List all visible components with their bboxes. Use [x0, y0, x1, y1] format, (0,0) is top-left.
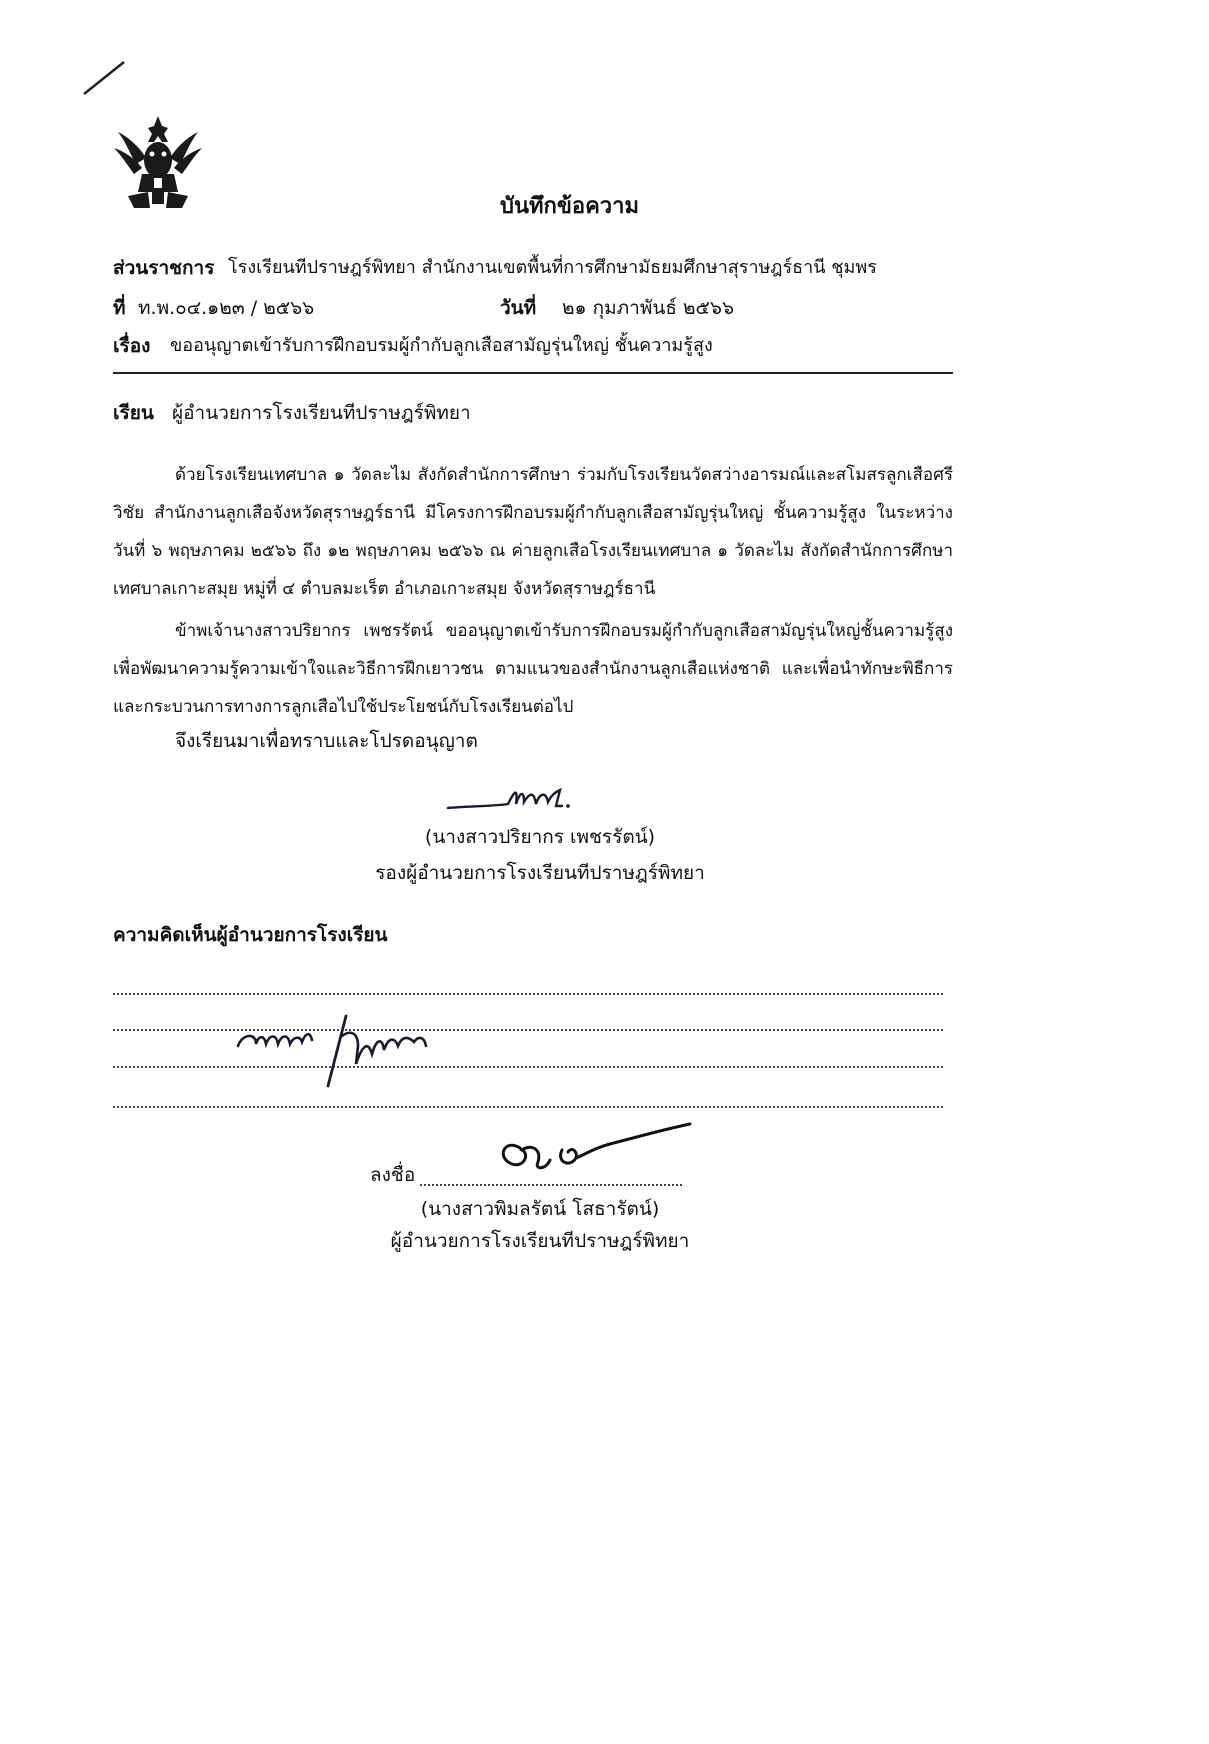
header-divider [113, 372, 953, 374]
agency-value: โรงเรียนทีปราษฎร์พิทยา สำนักงานเขตพื้นที่การศึกษามัธยมศึกษาสุราษฎร์ธานี ชุมพร [228, 257, 877, 278]
requester-position: รองผู้อำนวยการโรงเรียนทีปราษฎร์พิทยา [375, 862, 705, 884]
director-name: (นางสาวพิมลรัตน์ โสธารัตน์) [420, 1198, 660, 1220]
director-opinion-heading: ความคิดเห็นผู้อำนวยการโรงเรียน [113, 924, 388, 946]
memo-title: บันทึกข้อความ [500, 194, 640, 219]
subject-label: เรื่อง [113, 335, 151, 357]
to-value: ผู้อำนวยการโรงเรียนทีปราษฎร์พิทยา [172, 402, 471, 424]
opinion-line-4 [113, 1106, 943, 1108]
sign-line [420, 1184, 682, 1186]
pen-mark [80, 58, 130, 98]
date-value: ๒๑ กุมภาพันธ์ ๒๕๖๖ [562, 297, 735, 319]
ref-value: ท.พ.๐๔.๑๒๓ / ๒๕๖๖ [138, 297, 315, 319]
sign-label: ลงชื่อ [370, 1164, 416, 1186]
requester-name: (นางสาวปริยากร เพชรรัตน์) [424, 826, 656, 848]
handwritten-approval-note [232, 1006, 452, 1092]
opinion-line-1 [113, 993, 943, 995]
garuda-emblem-icon [112, 112, 204, 212]
body-paragraph-1: ด้วยโรงเรียนเทศบาล ๑ วัดละไม สังกัดสำนักการศึกษา ร่วมกับโรงเรียนวัดสว่างอารมณ์และสโมสรลูกเสือศรีวิชัย สำนักงานลูกเสือจังหวัดสุราษฎร์ธานี มีโครงการฝึกอบรมผู้กำกับลูกเสือสามัญรุ่นใหญ่ ชั้นความรู้สูง ในระหว่างวันที่ ๖ พฤษภาคม ๒๕๖๖ ถึง ๑๒ พฤษภาคม ๒๕๖๖ ณ ค่ายลูกเสือโรงเรียนเทศบาล ๑ วัดละไม สังกัดสำนักการศึกษา เทศบาลเกาะสมุย หมู่ที่ ๔ ตำบลมะเร็ต อำเภอเกาะสมุย จังหวัดสุราษฎร์ธานี [113, 465, 953, 599]
requester-signature [444, 782, 604, 824]
subject-value: ขออนุญาตเข้ารับการฝึกอบรมผู้กำกับลูกเสือสามัญรุ่นใหญ่ ชั้นความรู้สูง [170, 335, 713, 356]
to-label: เรียน [113, 402, 154, 424]
director-signature [490, 1118, 700, 1182]
body-paragraph-2: ข้าพเจ้านางสาวปริยากร เพชรรัตน์ ขออนุญาตเข้ารับการฝึกอบรมผู้กำกับลูกเสือสามัญรุ่นใหญ่ชั้นความรู้สูง เพื่อพัฒนาความรู้ความเข้าใจและวิธีการฝึกเยาวชน ตามแนวของสำนักงานลูกเสือแห่งชาติ และเพื่อนำทักษะพิธีการ และกระบวนการทางการลูกเสือไปใช้ประโยชน์กับโรงเรียนต่อไป [113, 621, 953, 717]
closing-line: จึงเรียนมาเพื่อทราบและโปรดอนุญาต [175, 730, 478, 752]
agency-label: ส่วนราชการ [113, 257, 215, 279]
director-position: ผู้อำนวยการโรงเรียนทีปราษฎร์พิทยา [390, 1230, 690, 1252]
ref-label: ที่ [113, 297, 126, 319]
date-label: วันที่ [500, 297, 537, 319]
